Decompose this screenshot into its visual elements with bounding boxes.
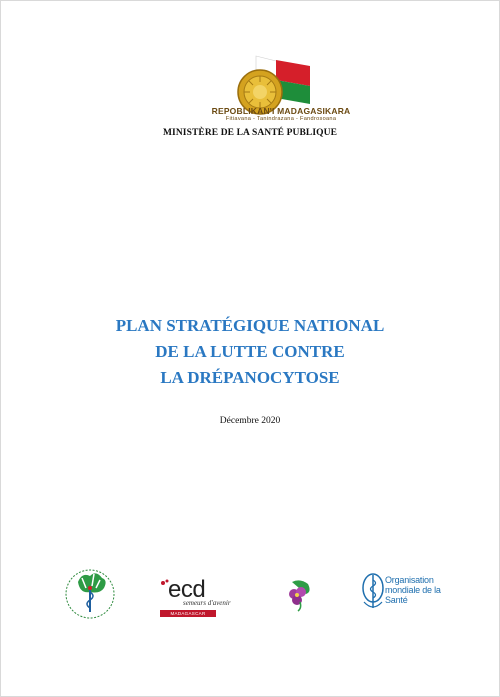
who-name-line-2: mondiale de la Santé [385, 585, 441, 605]
title-line-2: DE LA LUTTE CONTRE [155, 342, 345, 361]
seal-country-name: REPOBLIKAN'I MADAGASIKARA [211, 106, 351, 116]
who-name [385, 575, 455, 605]
document-title [60, 313, 440, 391]
title-line-1: PLAN STRATÉGIQUE NATIONAL [115, 316, 385, 335]
ecd-country: MADAGASCAR [170, 611, 206, 616]
who-emblem-icon [362, 572, 384, 612]
ecd-logo-text: ecd [168, 576, 206, 603]
ecd-logo [160, 576, 231, 620]
flower-association-logo-icon [282, 578, 316, 612]
seal-motto: Fitiavana - Tanindrazana - Fandrosoana [225, 116, 337, 122]
seal-caption [206, 107, 356, 123]
document-date: Décembre 2020 [219, 416, 281, 426]
ministry-name: MINISTÈRE DE LA SANTÉ PUBLIQUE [162, 128, 338, 138]
title-line-3: LA DRÉPANOCYTOSE [160, 368, 340, 387]
ecd-tagline: semeurs d'avenir [183, 599, 231, 607]
who-logo [362, 572, 456, 616]
ministry-health-emblem-icon [60, 568, 120, 620]
who-name-line-1: Organisation [385, 575, 434, 585]
ecd-country-bar [160, 610, 216, 617]
